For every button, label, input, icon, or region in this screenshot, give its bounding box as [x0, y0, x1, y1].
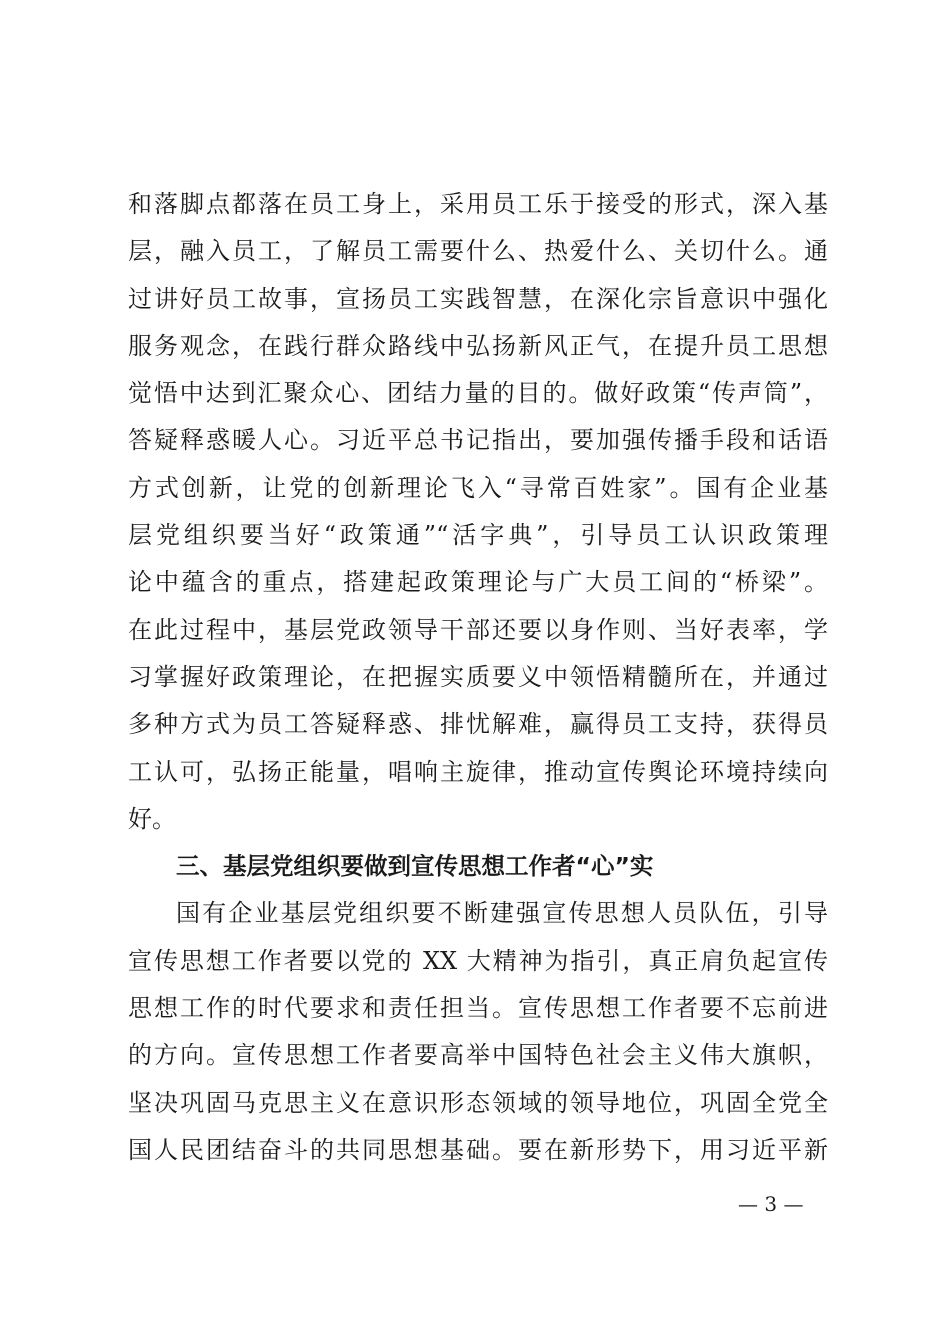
text-line: 的方向。宣传思想工作者要高举中国特色社会主义伟大旗帜， [128, 1041, 828, 1070]
text-line: 在此过程中，基层党政领导干部还要以身作则、当好表率，学 [128, 615, 828, 644]
text-line: 国人民团结奋斗的共同思想基础。要在新形势下，用习近平新 [128, 1135, 828, 1164]
text-line: 国有企业基层党组织要不断建强宣传思想人员队伍，引导 [176, 899, 828, 928]
text-line: 和落脚点都落在员工身上，采用员工乐于接受的形式，深入基 [128, 190, 828, 218]
text-line: 过讲好员工故事，宣扬员工实践智慧，在深化宗旨意识中强化 [128, 284, 828, 313]
text-line: 好。 [128, 804, 176, 833]
section-heading: 三、基层党组织要做到宣传思想工作者“心”实 [176, 852, 654, 881]
text-line: 层，融入员工，了解员工需要什么、热爱什么、关切什么。通 [128, 237, 828, 266]
text-line: 答疑释惑暖人心。习近平总书记指出，要加强传播手段和话语 [128, 426, 828, 455]
text-line: 层党组织要当好“政策通”“活字典”，引导员工认识政策理 [128, 521, 828, 550]
text-line: 习掌握好政策理论，在把握实质要义中领悟精髓所在，并通过 [128, 662, 828, 691]
text-line: 坚决巩固马克思主义在意识形态领域的领导地位，巩固全党全 [128, 1088, 828, 1117]
document-body [128, 181, 828, 1174]
text-line: 服务观念，在践行群众路线中弘扬新风正气，在提升员工思想 [128, 331, 828, 360]
text-line: 思想工作的时代要求和责任担当。宣传思想工作者要不忘前进 [128, 994, 828, 1023]
text-line: 工认可，弘扬正能量，唱响主旋律，推动宣传舆论环境持续向 [128, 757, 828, 786]
page-number: — 3 — [738, 1192, 804, 1216]
text-line: 宣传思想工作者要以党的 XX 大精神为指引，真正肩负起宣传 [128, 946, 828, 975]
text-line: 觉悟中达到汇聚众心、团结力量的目的。做好政策“传声筒”， [128, 379, 828, 408]
text-line: 方式创新，让党的创新理论飞入“寻常百姓家”。国有企业基 [128, 473, 828, 502]
text-line: 多种方式为员工答疑释惑、排忧解难，赢得员工支持，获得员 [128, 710, 828, 739]
text-line: 论中蕴含的重点，搭建起政策理论与广大员工间的“桥梁”。 [128, 568, 828, 597]
